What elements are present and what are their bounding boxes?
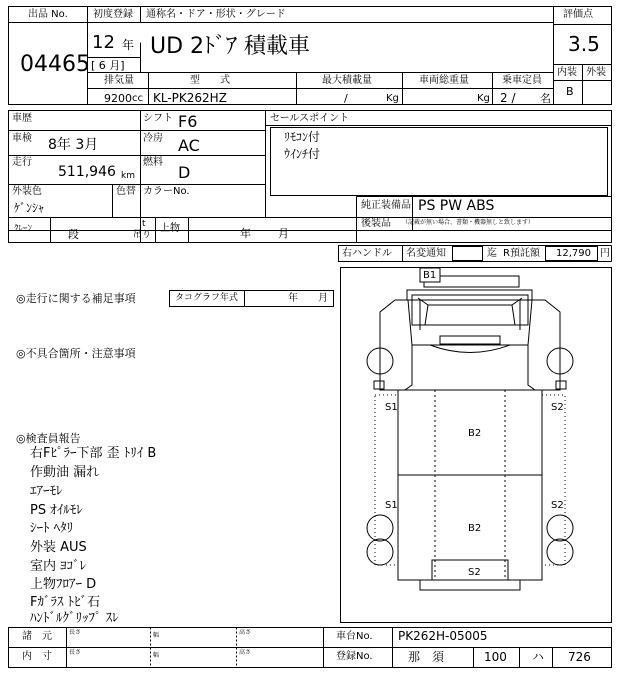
- inspector-line: 作動油 漏れ: [30, 465, 100, 480]
- capacity-unit: 名: [540, 92, 551, 105]
- capacity-value: 2 /: [500, 91, 516, 105]
- sales-point-1: ﾘﾓｺﾝ付: [284, 130, 321, 144]
- ac-value: AC: [178, 136, 200, 155]
- history-label: 車歴: [12, 113, 32, 124]
- inspector-line: ﾊﾝﾄﾞﾙｸﾞﾘｯﾌﾟ ｽﾚ: [30, 611, 119, 626]
- exterior-grade-label: 外装: [586, 67, 606, 78]
- upper-month: 月: [278, 227, 289, 240]
- lot-number: 04465: [20, 52, 90, 77]
- registration-year: 12: [92, 32, 115, 53]
- vehicle-name-label: 通称名・ドア・形状・グレード: [146, 9, 286, 20]
- damage-mark: B1: [423, 270, 437, 281]
- ac-label: 冷房: [143, 133, 163, 144]
- mileage-value: 511,946: [58, 164, 116, 180]
- inspection-value: 8年 3月: [48, 137, 99, 153]
- registration-month: [ 6 月]: [91, 59, 125, 72]
- inspector-line: PS ｵｲﾙﾓﾚ: [30, 503, 83, 518]
- inspection-label: 車検: [12, 133, 32, 144]
- plate-region: 那 須: [408, 650, 445, 664]
- registration-year-unit: 年: [122, 38, 135, 52]
- aftermarket-note: （記載が無い場合、書類・機器無しと致します）: [402, 219, 535, 226]
- capacity-label: 乗車定員: [502, 75, 542, 86]
- first-registration-label: 初度登録: [93, 9, 133, 20]
- crane-stage: 段: [68, 228, 79, 241]
- length-label: 長さ: [69, 629, 82, 636]
- recycle-deposit-label: R預託額: [503, 248, 540, 259]
- damage-mark: B2: [468, 428, 482, 439]
- model-label: 型 式: [190, 75, 230, 86]
- max-load-label: 最大積載量: [322, 75, 372, 86]
- gross-weight-label: 車両総重量: [419, 75, 469, 86]
- inspector-line: Fｶﾞﾗｽ ﾄﾋﾞ石: [30, 595, 101, 610]
- lot-label: 出品 No.: [28, 9, 68, 20]
- inspector-report-label: ◎検査員報告: [16, 432, 81, 445]
- driving-notes-label: ◎走行に関する補足事項: [16, 292, 136, 305]
- aftermarket-label: 後装品: [361, 218, 391, 229]
- inspector-line: 上物ﾌﾛｱｰ D: [30, 577, 97, 592]
- interior-grade-label: 内装: [557, 67, 577, 78]
- shift-value: F6: [178, 112, 198, 131]
- width-label: 幅: [153, 632, 160, 639]
- mileage-label: 走行: [12, 157, 32, 168]
- upper-body-label: 上物: [160, 223, 180, 234]
- sales-point-2: ｳｲﾝﾁ付: [284, 147, 321, 161]
- sales-points-label: セールスポイント: [270, 113, 350, 124]
- inspector-line: 右Fﾋﾟﾗｰ下部 歪 ﾄﾘｲ B: [30, 446, 157, 461]
- inner-dims-label: 内 寸: [22, 651, 52, 662]
- damage-mark: S1: [385, 402, 398, 413]
- model-code: KL-PK262HZ: [153, 91, 227, 105]
- shift-label: シフト: [143, 113, 173, 124]
- name-change-notice-label: 名変通知: [406, 248, 446, 259]
- damage-mark: S2: [551, 402, 564, 413]
- color-label: 外装色: [12, 186, 42, 197]
- chassis-no-label: 車台No.: [336, 631, 373, 642]
- length-label: 長さ: [69, 649, 82, 656]
- fuel-value: D: [178, 163, 191, 182]
- color-value: ｹﾞﾝｼｬ: [14, 201, 45, 215]
- damage-mark: S1: [385, 500, 398, 511]
- inspector-line: 外装 AUS: [30, 540, 87, 555]
- color-change-label: 色替: [116, 186, 136, 197]
- defects-label: ◎不具合箇所・注意事項: [16, 347, 136, 360]
- fuel-label: 燃料: [143, 157, 163, 168]
- chassis-number: PK262H-05005: [398, 629, 488, 643]
- damage-mark: S2: [468, 567, 481, 578]
- max-load-value: /: [344, 92, 348, 105]
- interior-grade: B: [566, 85, 574, 98]
- plate-kana: ハ: [532, 650, 545, 664]
- recycle-deposit-unit: 円: [600, 248, 610, 259]
- inspector-line: ｼｰﾄ ﾍﾀﾘ: [30, 521, 74, 536]
- inspector-line: ｴｱｰﾓﾚ: [30, 484, 63, 499]
- equipment-label: 純正装備品: [361, 200, 411, 211]
- displacement-unit: cc: [132, 93, 143, 104]
- tachograph-year: 年: [288, 293, 298, 304]
- equipment-value: PS PW ABS: [418, 198, 495, 214]
- color-code-label: カラーNo.: [143, 186, 190, 197]
- recycle-deposit-amount: 12,790: [556, 248, 591, 259]
- plate-class: 100: [484, 650, 507, 664]
- upper-year: 年: [240, 227, 251, 240]
- specs-label: 諸 元: [22, 631, 52, 642]
- crane-ton: t: [142, 219, 146, 229]
- inspector-line: 室内 ﾖｺﾞﾚ: [30, 559, 87, 574]
- recycle-until: 迄: [487, 248, 497, 259]
- mileage-unit: km: [121, 171, 135, 181]
- width-label: 幅: [153, 652, 160, 659]
- registration-no-label: 登録No.: [336, 651, 373, 662]
- plate-number: 726: [568, 650, 591, 664]
- crane-hang: 吊り: [133, 230, 152, 240]
- score-label: 評価点: [563, 9, 593, 20]
- right-hand-drive: 右ハンドル: [342, 248, 392, 259]
- height-label: 高さ: [239, 629, 252, 636]
- max-load-unit: Kg: [386, 93, 399, 104]
- tachograph-month: 月: [318, 293, 328, 304]
- gross-weight-unit: Kg: [477, 93, 490, 104]
- crane-label: ｸﾚｰﾝ: [14, 224, 33, 234]
- height-label: 高さ: [239, 649, 252, 656]
- vehicle-name: UD 2ﾄﾞｱ 積載車: [150, 34, 311, 59]
- score: 3.5: [568, 32, 600, 56]
- displacement-label: 排気量: [104, 75, 134, 86]
- displacement-value: 9200: [104, 92, 132, 105]
- damage-mark: B2: [468, 523, 482, 534]
- tachograph-label: タコグラフ年式: [175, 293, 239, 303]
- damage-mark: S2: [551, 500, 564, 511]
